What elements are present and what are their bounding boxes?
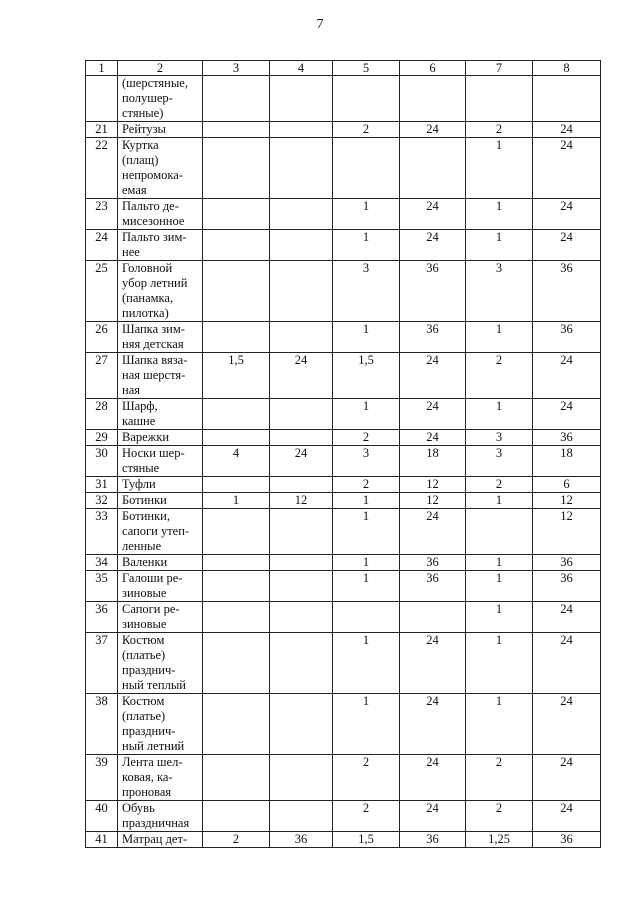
col8-cell: 24 (533, 199, 601, 230)
col7-cell: 2 (466, 477, 533, 493)
item-name-cell: Ботинки, сапоги утеп- ленные (118, 509, 203, 555)
col3-cell (203, 755, 270, 801)
col8-cell: 36 (533, 430, 601, 446)
col3-cell (203, 322, 270, 353)
row-number-cell: 41 (86, 832, 118, 848)
column-header-4: 4 (270, 61, 333, 76)
col8-cell: 24 (533, 633, 601, 694)
col4-cell: 12 (270, 493, 333, 509)
col7-cell: 3 (466, 261, 533, 322)
col5-cell: 1 (333, 555, 400, 571)
col7-cell: 1 (466, 633, 533, 694)
col4-cell (270, 199, 333, 230)
col8-cell: 24 (533, 138, 601, 199)
table-row (86, 755, 601, 801)
col5-cell: 1 (333, 571, 400, 602)
col3-cell (203, 509, 270, 555)
table-row (86, 555, 601, 571)
col5-cell: 2 (333, 755, 400, 801)
col4-cell (270, 571, 333, 602)
col8-cell: 18 (533, 446, 601, 477)
col5-cell: 1 (333, 509, 400, 555)
col8-cell: 24 (533, 801, 601, 832)
col4-cell (270, 261, 333, 322)
row-number-cell: 39 (86, 755, 118, 801)
col3-cell (203, 633, 270, 694)
col6-cell: 24 (400, 353, 466, 399)
col8-cell: 24 (533, 399, 601, 430)
col5-cell: 3 (333, 261, 400, 322)
row-number-cell: 40 (86, 801, 118, 832)
norms-table (85, 60, 601, 848)
col5-cell: 3 (333, 446, 400, 477)
col6-cell: 24 (400, 633, 466, 694)
row-number-cell (86, 76, 118, 122)
col3-cell (203, 602, 270, 633)
column-header-7: 7 (466, 61, 533, 76)
table-row (86, 199, 601, 230)
row-number-cell: 24 (86, 230, 118, 261)
row-number-cell: 23 (86, 199, 118, 230)
col3-cell: 2 (203, 832, 270, 848)
col6-cell: 36 (400, 555, 466, 571)
col5-cell: 1 (333, 633, 400, 694)
col8-cell: 24 (533, 122, 601, 138)
column-header-1: 1 (86, 61, 118, 76)
col6-cell: 24 (400, 122, 466, 138)
item-name-cell: Галоши ре- зиновые (118, 571, 203, 602)
col4-cell (270, 694, 333, 755)
col3-cell (203, 76, 270, 122)
col4-cell: 36 (270, 832, 333, 848)
col6-cell: 36 (400, 571, 466, 602)
col7-cell: 1 (466, 399, 533, 430)
col5-cell (333, 76, 400, 122)
col7-cell: 1 (466, 602, 533, 633)
col6-cell: 18 (400, 446, 466, 477)
item-name-cell: Шапка вяза- ная шерстя- ная (118, 353, 203, 399)
col7-cell: 1,25 (466, 832, 533, 848)
col6-cell (400, 602, 466, 633)
col4-cell (270, 801, 333, 832)
col4-cell (270, 399, 333, 430)
col4-cell (270, 122, 333, 138)
row-number-cell: 26 (86, 322, 118, 353)
row-number-cell: 22 (86, 138, 118, 199)
col4-cell: 24 (270, 446, 333, 477)
col6-cell: 24 (400, 399, 466, 430)
col6-cell (400, 76, 466, 122)
col3-cell: 1,5 (203, 353, 270, 399)
col7-cell: 2 (466, 353, 533, 399)
col8-cell: 24 (533, 755, 601, 801)
item-name-cell: Лента шел- ковая, ка- проновая (118, 755, 203, 801)
row-number-cell: 27 (86, 353, 118, 399)
col7-cell: 2 (466, 122, 533, 138)
col3-cell (203, 138, 270, 199)
table-row (86, 230, 601, 261)
col6-cell: 12 (400, 493, 466, 509)
col8-cell: 12 (533, 493, 601, 509)
col4-cell (270, 138, 333, 199)
col8-cell (533, 76, 601, 122)
table-row (86, 446, 601, 477)
table-row (86, 602, 601, 633)
table-row (86, 493, 601, 509)
row-number-cell: 34 (86, 555, 118, 571)
col5-cell: 1,5 (333, 353, 400, 399)
item-name-cell: Головной убор летний (панамка, пилотка) (118, 261, 203, 322)
col7-cell: 3 (466, 430, 533, 446)
table-row (86, 801, 601, 832)
col5-cell: 1,5 (333, 832, 400, 848)
col8-cell: 12 (533, 509, 601, 555)
col7-cell: 1 (466, 694, 533, 755)
table-row (86, 122, 601, 138)
row-number-cell: 35 (86, 571, 118, 602)
row-number-cell: 25 (86, 261, 118, 322)
col5-cell: 2 (333, 430, 400, 446)
item-name-cell: Костюм (платье) празднич- ный летний (118, 694, 203, 755)
table-header-row (86, 61, 601, 76)
col7-cell: 1 (466, 322, 533, 353)
col6-cell: 24 (400, 694, 466, 755)
col5-cell: 1 (333, 322, 400, 353)
item-name-cell: Ботинки (118, 493, 203, 509)
col8-cell: 36 (533, 322, 601, 353)
col5-cell: 2 (333, 801, 400, 832)
col5-cell: 1 (333, 399, 400, 430)
col5-cell (333, 602, 400, 633)
col3-cell (203, 430, 270, 446)
row-number-cell: 21 (86, 122, 118, 138)
col3-cell (203, 122, 270, 138)
col4-cell (270, 430, 333, 446)
table-row (86, 633, 601, 694)
item-name-cell: (шерстяные, полушер- стяные) (118, 76, 203, 122)
row-number-cell: 28 (86, 399, 118, 430)
row-number-cell: 33 (86, 509, 118, 555)
col3-cell (203, 801, 270, 832)
col3-cell (203, 555, 270, 571)
col7-cell: 3 (466, 446, 533, 477)
col5-cell (333, 138, 400, 199)
item-name-cell: Сапоги ре- зиновые (118, 602, 203, 633)
table-row (86, 322, 601, 353)
col6-cell: 12 (400, 477, 466, 493)
item-name-cell: Пальто де- мисезонное (118, 199, 203, 230)
item-name-cell: Валенки (118, 555, 203, 571)
column-header-6: 6 (400, 61, 466, 76)
item-name-cell: Костюм (платье) празднич- ный теплый (118, 633, 203, 694)
col8-cell: 24 (533, 230, 601, 261)
row-number-cell: 36 (86, 602, 118, 633)
col6-cell: 24 (400, 801, 466, 832)
col4-cell (270, 322, 333, 353)
col4-cell (270, 633, 333, 694)
col4-cell: 24 (270, 353, 333, 399)
table-row (86, 430, 601, 446)
table-row (86, 694, 601, 755)
col5-cell: 2 (333, 477, 400, 493)
col8-cell: 36 (533, 555, 601, 571)
table-row (86, 571, 601, 602)
item-name-cell: Носки шер- стяные (118, 446, 203, 477)
col3-cell (203, 694, 270, 755)
col6-cell: 24 (400, 230, 466, 261)
col3-cell (203, 477, 270, 493)
col5-cell: 1 (333, 694, 400, 755)
item-name-cell: Обувь праздничная (118, 801, 203, 832)
item-name-cell: Шапка зим- няя детская (118, 322, 203, 353)
col8-cell: 24 (533, 353, 601, 399)
col5-cell: 1 (333, 199, 400, 230)
item-name-cell: Куртка (плащ) непромока- емая (118, 138, 203, 199)
col6-cell (400, 138, 466, 199)
col7-cell: 1 (466, 555, 533, 571)
col3-cell (203, 261, 270, 322)
row-number-cell: 32 (86, 493, 118, 509)
table-row (86, 76, 601, 122)
col5-cell: 2 (333, 122, 400, 138)
col7-cell: 2 (466, 755, 533, 801)
item-name-cell: Рейтузы (118, 122, 203, 138)
table-row (86, 477, 601, 493)
col4-cell (270, 755, 333, 801)
table-row (86, 353, 601, 399)
col6-cell: 24 (400, 755, 466, 801)
col4-cell (270, 230, 333, 261)
column-header-5: 5 (333, 61, 400, 76)
table-row (86, 509, 601, 555)
col5-cell: 1 (333, 493, 400, 509)
table-row (86, 138, 601, 199)
col5-cell: 1 (333, 230, 400, 261)
col7-cell: 1 (466, 230, 533, 261)
col8-cell: 24 (533, 602, 601, 633)
col4-cell (270, 555, 333, 571)
item-name-cell: Матрац дет- (118, 832, 203, 848)
table-row (86, 399, 601, 430)
col6-cell: 36 (400, 832, 466, 848)
col7-cell: 1 (466, 199, 533, 230)
col3-cell (203, 399, 270, 430)
col8-cell: 24 (533, 694, 601, 755)
item-name-cell: Туфли (118, 477, 203, 493)
col7-cell: 1 (466, 493, 533, 509)
col3-cell (203, 230, 270, 261)
row-number-cell: 29 (86, 430, 118, 446)
col4-cell (270, 76, 333, 122)
row-number-cell: 37 (86, 633, 118, 694)
col7-cell: 1 (466, 571, 533, 602)
col8-cell: 36 (533, 571, 601, 602)
col3-cell (203, 199, 270, 230)
col3-cell (203, 571, 270, 602)
col4-cell (270, 477, 333, 493)
column-header-3: 3 (203, 61, 270, 76)
item-name-cell: Шарф, кашне (118, 399, 203, 430)
row-number-cell: 30 (86, 446, 118, 477)
col7-cell: 1 (466, 138, 533, 199)
col4-cell (270, 602, 333, 633)
item-name-cell: Пальто зим- нее (118, 230, 203, 261)
col8-cell: 36 (533, 261, 601, 322)
row-number-cell: 38 (86, 694, 118, 755)
col6-cell: 24 (400, 430, 466, 446)
col3-cell: 1 (203, 493, 270, 509)
table-row (86, 832, 601, 848)
table-row (86, 261, 601, 322)
row-number-cell: 31 (86, 477, 118, 493)
col8-cell: 6 (533, 477, 601, 493)
col3-cell: 4 (203, 446, 270, 477)
col7-cell (466, 76, 533, 122)
col6-cell: 24 (400, 509, 466, 555)
col8-cell: 36 (533, 832, 601, 848)
col7-cell (466, 509, 533, 555)
col6-cell: 36 (400, 322, 466, 353)
item-name-cell: Варежки (118, 430, 203, 446)
page-number: 7 (316, 17, 324, 32)
column-header-2: 2 (118, 61, 203, 76)
column-header-8: 8 (533, 61, 601, 76)
col6-cell: 24 (400, 199, 466, 230)
col7-cell: 2 (466, 801, 533, 832)
col4-cell (270, 509, 333, 555)
col6-cell: 36 (400, 261, 466, 322)
